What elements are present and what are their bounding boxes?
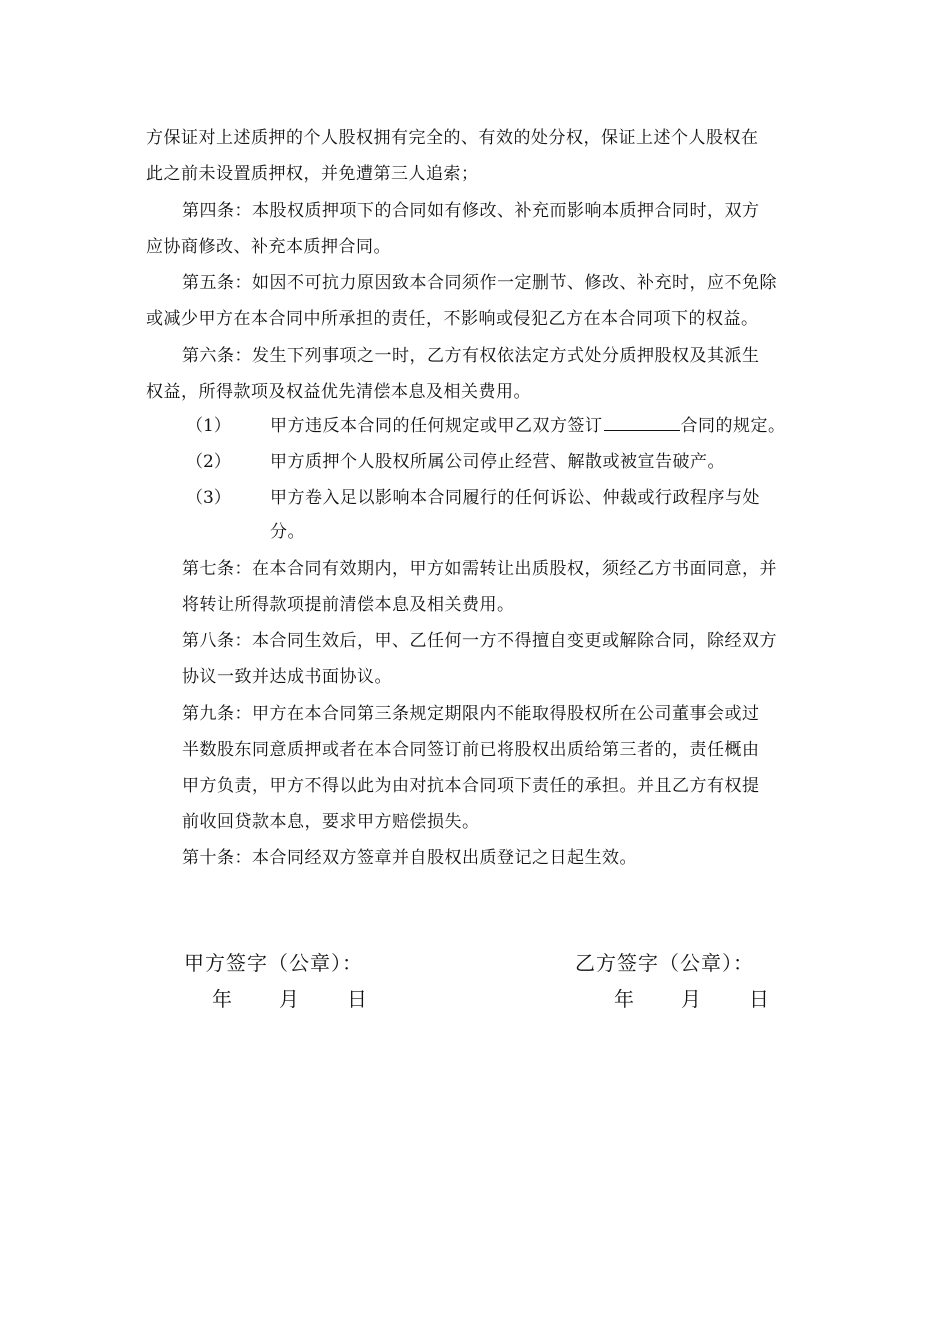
article-4: 第四条：本股权质押项下的合同如有修改、补充而影响本质押合同时，双方 xyxy=(182,201,760,221)
paragraph-line: 或减少甲方在本合同中所承担的责任，不影响或侵犯乙方在本合同项下的权益。 xyxy=(146,309,759,329)
item-3-text-cont: 分。 xyxy=(270,522,305,542)
paragraph-line: 半数股东同意质押或者在本合同签订前已将股权出质给第三者的，责任概由 xyxy=(182,740,760,760)
item-1-text xyxy=(270,416,786,436)
party-b-month: 月 xyxy=(681,987,701,1011)
paragraph-line: 方保证对上述质押的个人股权拥有完全的、有效的处分权，保证上述个人股权在 xyxy=(146,128,759,148)
item-text: 甲方违反本合同的任何规定或甲乙双方签订 xyxy=(270,416,603,436)
party-a-signature-label: 甲方签字（公章）： xyxy=(184,951,363,975)
party-a-month: 月 xyxy=(279,987,299,1011)
party-a-day: 日 xyxy=(347,987,367,1011)
paragraph-line: 协议一致并达成书面协议。 xyxy=(182,667,392,687)
item-text: 合同的规定。 xyxy=(680,416,786,436)
paragraph-line: 甲方负责，甲方不得以此为由对抗本合同项下责任的承担。并且乙方有权提 xyxy=(182,776,760,796)
item-number: （3） xyxy=(186,488,231,508)
article-6: 第六条：发生下列事项之一时，乙方有权依法定方式处分质押股权及其派生 xyxy=(182,346,760,366)
article-10: 第十条：本合同经双方签章并自股权出质登记之日起生效。 xyxy=(182,848,637,868)
paragraph-line: 此之前未设置质押权，并免遭第三人追索； xyxy=(146,164,479,184)
party-b-year: 年 xyxy=(614,987,634,1011)
item-number: （1） xyxy=(186,416,231,436)
party-b-day: 日 xyxy=(749,987,769,1011)
item-3-text: 甲方卷入足以影响本合同履行的任何诉讼、仲裁或行政程序与处 xyxy=(270,488,760,508)
paragraph-line: 将转让所得款项提前清偿本息及相关费用。 xyxy=(182,595,515,615)
article-5: 第五条：如因不可抗力原因致本合同须作一定删节、修改、补充时，应不免除 xyxy=(182,273,777,293)
party-b-signature-label: 乙方签字（公章）： xyxy=(575,951,754,975)
item-2-text: 甲方质押个人股权所属公司停止经营、解散或被宣告破产。 xyxy=(270,452,725,472)
paragraph-line: 应协商修改、补充本质押合同。 xyxy=(146,237,391,257)
article-9: 第九条：甲方在本合同第三条规定期限内不能取得股权所在公司董事会或过 xyxy=(182,704,760,724)
article-7: 第七条：在本合同有效期内，甲方如需转让出质股权，须经乙方书面同意，并 xyxy=(182,559,777,579)
fill-in-blank[interactable] xyxy=(604,416,680,431)
item-number: （2） xyxy=(186,452,231,472)
party-a-year: 年 xyxy=(212,987,232,1011)
paragraph-line: 权益，所得款项及权益优先清偿本息及相关费用。 xyxy=(146,382,531,402)
paragraph-line: 前收回贷款本息，要求甲方赔偿损失。 xyxy=(182,812,480,832)
article-8: 第八条：本合同生效后，甲、乙任何一方不得擅自变更或解除合同，除经双方 xyxy=(182,631,777,651)
